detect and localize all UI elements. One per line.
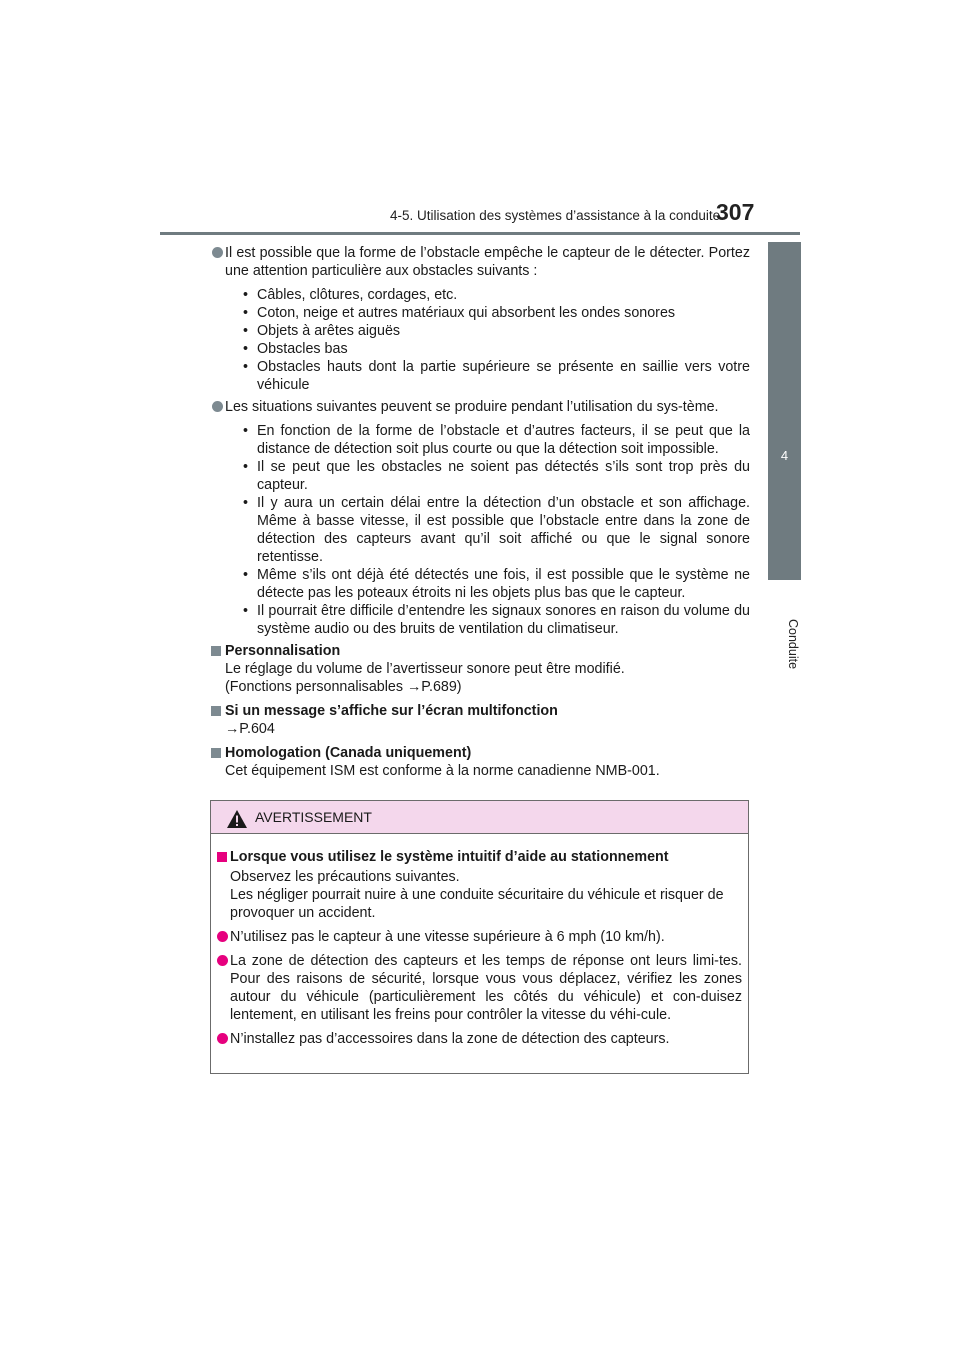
sub-list: [225, 422, 750, 638]
section-body: [210, 660, 750, 696]
warning-bullet: [217, 928, 742, 946]
warning-triangle-icon: [226, 809, 248, 829]
main-content: [210, 244, 750, 786]
body-line: Les négliger pourrait nuire à une conduite sécuritaire du véhicule et risquer de provoquer un accident.: [230, 887, 724, 921]
list-item: • Il se peut que les obstacles ne soient pas détectés s’ils sont trop près du capteur.: [241, 458, 750, 494]
sub-list: [225, 286, 750, 394]
list-item: • Objets à arêtes aiguës: [241, 322, 750, 340]
list-item: • Coton, neige et autres matériaux qui absorbent les ondes sonores: [241, 304, 750, 322]
list-item: • Obstacles hauts dont la partie supérieure se présente en saillie vers votre véhicule: [241, 358, 750, 394]
warning-bullet: [217, 952, 742, 1024]
section-title: 4-5. Utilisation des systèmes d’assistance à la conduite: [390, 208, 721, 223]
heading-text: Si un message s’affiche sur l’écran multifonction: [225, 703, 558, 719]
list-item: • Obstacles bas: [241, 340, 750, 358]
heading-text: Homologation (Canada uniquement): [225, 745, 472, 761]
warning-box: [210, 800, 749, 1074]
body-line: Observez les précautions suivantes.: [230, 869, 460, 885]
chapter-number: 4: [780, 448, 789, 463]
warning-body: [211, 834, 748, 1048]
heading-text: Lorsque vous utilisez le système intuitif d’aide au stationnement: [230, 849, 669, 865]
square-bullet-icon: [217, 852, 227, 862]
page-header: [0, 0, 960, 240]
bullet-item: [210, 244, 750, 394]
warning-header: [211, 801, 748, 834]
list-item: • Même s’ils ont déjà été détectés une fois, il est possible que le système ne détecte pas les poteaux étroits ni les objets plus bas que le capteur.: [241, 566, 750, 602]
square-bullet-icon: [211, 706, 221, 716]
chapter-label: Conduite: [786, 619, 800, 670]
bullet-text: La zone de détection des capteurs et les temps de réponse ont leurs limi-tes. Pour des raisons de sécurité, lorsque vous vous déplacez, vérifiez les zones autour du véhicule (particulièrement les côtés du véhicule) et con-duisez lentement, en utilisant les freins pour contrôler la vitesse du véhi-cule.: [230, 953, 742, 1023]
section-heading-personnalisation: [210, 642, 750, 660]
header-rule: [160, 232, 800, 235]
heading-text: Personnalisation: [225, 643, 341, 659]
list-item: • Il y aura un certain délai entre la détection d’un obstacle et son affichage. Même à basse vitesse, il est possible que l’obstacle entre dans la zone de détection des capteurs avant qu’il soit affiché ou que le signal sonore retentisse.: [241, 494, 750, 566]
bullet-text: N’installez pas d’accessoires dans la zone de détection des capteurs.: [230, 1031, 670, 1047]
page-number: 307: [716, 199, 755, 225]
bullet-dot-icon: [217, 955, 228, 966]
chapter-tab: [768, 242, 801, 580]
bullet-text: N’utilisez pas le capteur à une vitesse supérieure à 6 mph (10 km/h).: [230, 929, 665, 945]
body-line: Le réglage du volume de l’avertisseur sonore peut être modifié.: [225, 661, 625, 677]
bullet-dot-icon: [217, 931, 228, 942]
section-body: [210, 720, 750, 738]
section-body: [210, 762, 750, 780]
warning-bullet: [217, 1030, 742, 1048]
list-item: • Câbles, clôtures, cordages, etc.: [241, 286, 750, 304]
bullet-dot-icon: [212, 401, 223, 412]
warning-label: AVERTISSEMENT: [255, 809, 372, 825]
list-item: • En fonction de la forme de l’obstacle et d’autres facteurs, il se peut que la distance de détection soit plus courte ou que la détection soit impossible.: [241, 422, 750, 458]
square-bullet-icon: [211, 748, 221, 758]
page-reference: →P.604: [225, 721, 275, 737]
bullet-dot-icon: [217, 1033, 228, 1044]
body-line: (Fonctions personnalisables →P.689): [225, 679, 462, 695]
body-line: Cet équipement ISM est conforme à la norme canadienne NMB-001.: [225, 763, 660, 779]
square-bullet-icon: [211, 646, 221, 656]
section-heading-message: [210, 702, 750, 720]
section-heading-homologation: [210, 744, 750, 762]
bullet-item: [210, 398, 750, 638]
warning-intro: [217, 868, 742, 922]
list-item: • Il pourrait être difficile d’entendre les signaux sonores en raison du volume du système audio ou des bruits de ventilation du climatiseur.: [241, 602, 750, 638]
warning-heading: [217, 848, 742, 866]
bullet-text: Il est possible que la forme de l’obstacle empêche le capteur de le détecter. Portez une attention particulière aux obstacles suivants :: [225, 245, 750, 279]
bullet-dot-icon: [212, 247, 223, 258]
bullet-text: Les situations suivantes peuvent se produire pendant l’utilisation du sys-tème.: [225, 399, 719, 415]
